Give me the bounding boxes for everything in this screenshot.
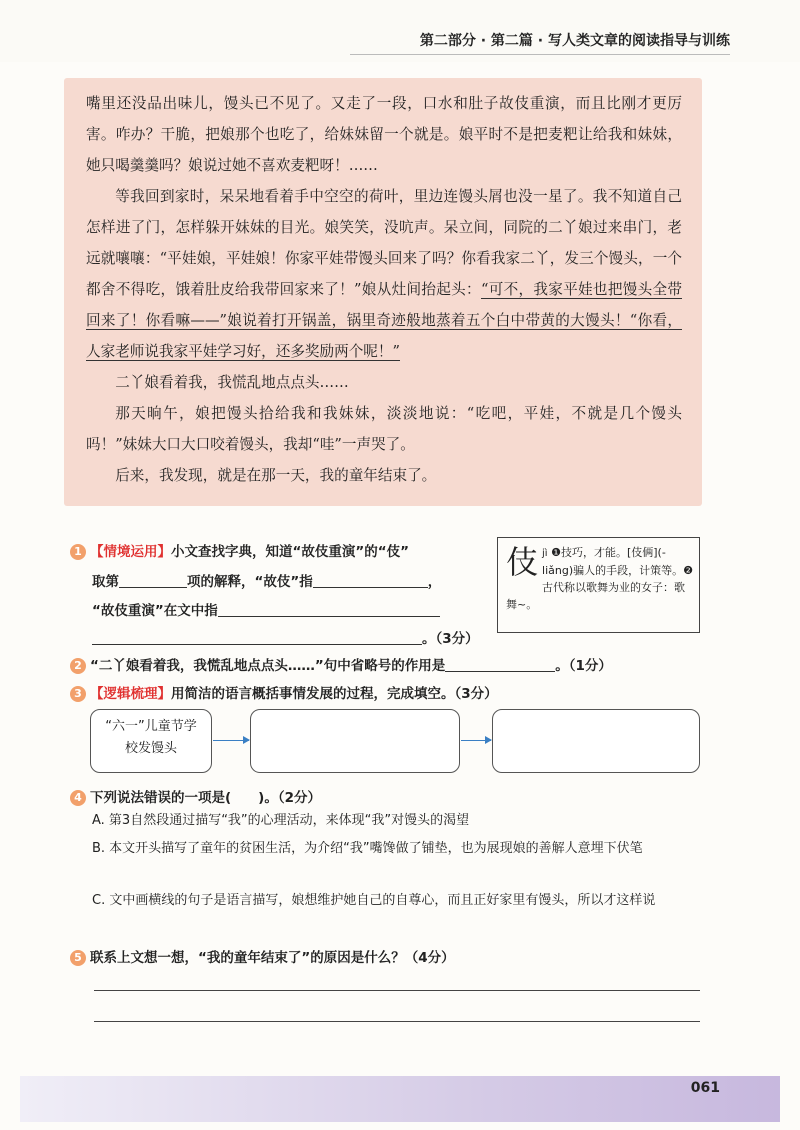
answer-blank[interactable] [313,573,428,588]
question-number: 5 [70,950,86,966]
header-divider [350,54,730,55]
dictionary-char: 伎 [506,543,539,581]
question-1-line-4: 。（3分） [92,627,479,647]
question-3: 3 【逻辑梳理】用简洁的语言概括事情发展的过程，完成填空。（3分） [70,682,498,702]
page-number: 061 [690,1080,720,1096]
question-1-line-1: 1 【情境运用】小文查找字典，知道“故伎重演”的“伎” [70,540,409,560]
question-5: 5 联系上文想一想，“我的童年结束了”的原因是什么？（4分） [70,946,455,966]
section-title: 第二部分 · 第二篇 · 写人类文章的阅读指导与训练 [419,33,730,49]
page-header [0,0,800,62]
question-4: 4 下列说法错误的一项是( )。（2分） [70,786,321,806]
flow-step-1: “六一”儿童节学校发馒头 [90,709,212,773]
page-footer-band [20,1076,780,1122]
question-1-line-3: “故伎重演”在文中指 [92,599,440,619]
answer-line[interactable] [94,990,700,991]
paragraph-4: 那天晌午，娘把馒头拾给我和我妹妹，淡淡地说：“吃吧，平娃，不就是几个馒头吗！”妹妹大口大口咬着馒头，我却“哇”一声哭了。 [86,405,682,453]
question-number: 2 [70,658,86,674]
answer-blank[interactable] [218,602,440,617]
flow-step-3-input[interactable] [492,709,700,773]
question-number: 4 [70,790,86,806]
paragraph-3: 二丫娘看着我，我慌乱地点点头…… [115,374,349,391]
flow-arrow [461,740,491,741]
question-number: 1 [70,544,86,560]
dictionary-definition: ❶技巧，才能。[伎俩](-liǎng)骗人的手段，计策等。❷古代称以歌舞为业的女子：歌舞~。 [506,546,693,611]
option-c[interactable]: C. 文中画横线的句子是语言描写，娘想维护她自己的自尊心，而且正好家里有馒头，所以才这样说 [92,893,656,908]
paragraph-5: 后来，我发现，就是在那一天，我的童年结束了。 [115,467,437,484]
answer-line[interactable] [94,1021,700,1022]
paragraph-2: 等我回到家时，呆呆地看着手中空空的荷叶，里边连馒头屑也没一星了。我不知道自己怎样进了门，怎样躲开妹妹的目光。娘笑笑，没吭声。呆立间，同院的二丫娘过来串门，老远就嚷嚷：“平娃娘，平娃娘！你家平娃带馒头回来了吗？你看我家二丫，发三个馒头，一个都舍不得吃，饿着肚皮给我带回家来了！”娘从灶间抬起头：“可不，我家平娃也把馒头全带回来了！你看嘛——”娘说着打开锅盖，锅里奇迹般地蒸着五个白中带黄的大馒头！“你看，人家老师说我家平娃学习好，还多奖励两个呢！” [86,188,682,360]
answer-blank[interactable] [92,630,422,645]
paragraph-1: 嘴里还没品出味儿，馒头已不见了。又走了一段，口水和肚子故伎重演，而且比刚才更厉害。咋办？干脆，把娘那个也吃了，给妹妹留一个就是。娘平时不是把麦粑让给我和妹妹，她只喝羹羹吗？娘说过她不喜欢麦粑呀！…… [86,95,682,174]
question-tag: 【逻辑梳理】 [90,686,171,702]
option-a[interactable]: A. 第3自然段通过描写“我”的心理活动，来体现“我”对馒头的渴望 [92,813,470,828]
underlined-sentence: “可不，我家平娃也把馒头全带回来了！你看嘛——”娘说着打开锅盖，锅里奇迹般地蒸着五个白中带黄的大馒头！“你看，人家老师说我家平娃学习好，还多奖励两个呢！” [86,281,682,360]
flow-arrow [213,740,249,741]
answer-blank[interactable] [119,573,187,588]
question-number: 3 [70,686,86,702]
question-tag: 【情境运用】 [90,544,171,560]
question-2: 2 “二丫娘看着我，我慌乱地点点头……”句中省略号的作用是 。（1分） [70,654,612,674]
dictionary-pinyin: jì [542,548,548,559]
answer-blank[interactable] [445,657,555,672]
question-1-line-2: 取第 项的解释，“故伎”指 ， [92,574,442,590]
flow-step-2-input[interactable] [250,709,460,773]
reading-passage [64,78,702,506]
option-b[interactable]: B. 本文开头描写了童年的贫困生活，为介绍“我”嘴馋做了铺垫，也为展现娘的善解人意埋下伏笔 [92,841,643,856]
dictionary-entry-box [497,537,700,633]
